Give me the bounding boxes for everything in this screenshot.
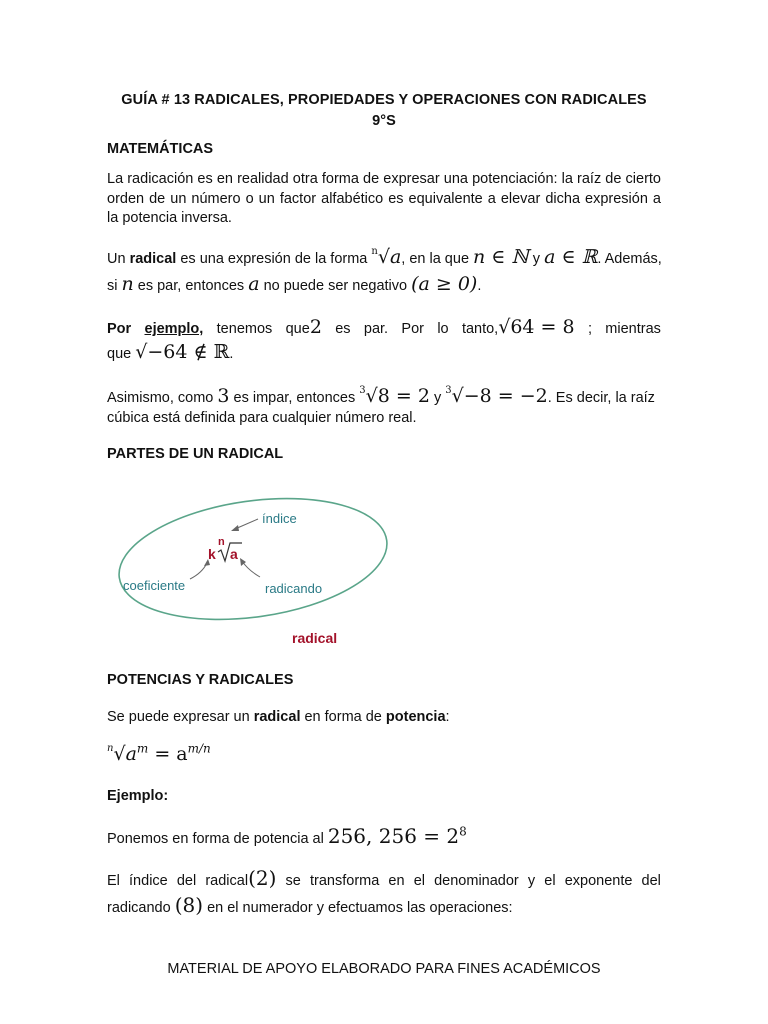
label-radicando: radicando — [265, 581, 323, 596]
page-footer: MATERIAL DE APOYO ELABORADO PARA FINES ACADÉMICOS — [167, 961, 601, 977]
label-n: n — [218, 536, 225, 548]
nth-root-a: $^n$√a — [371, 245, 402, 268]
a-in-reals: a ∈ ℝ — [544, 246, 598, 268]
radical-term: radical — [129, 251, 177, 267]
radical-parts-diagram — [110, 495, 400, 655]
document-title: GUÍA # 13 RADICALES, PROPIEDADES Y OPERACIONES CON RADICALES — [121, 92, 647, 108]
subject-heading: MATEMÁTICAS — [107, 141, 214, 157]
intro-paragraph: La radicación es en realidad otra forma de expresar una potenciación: la raíz de cierto orden de un número o un factor alfabético es equivalente a elevar dicha expresión a la potencia inversa. — [107, 171, 661, 226]
label-coeficiente: coeficiente — [123, 578, 186, 593]
sqrt-neg-64: √−64 ∉ ℝ — [135, 341, 230, 363]
arrow-radicando — [242, 561, 260, 577]
arrow-indice — [235, 519, 258, 529]
ponemos-line: Ponemos en forma de potencia al 256, $256 = 2^8$ — [107, 824, 467, 848]
cbrt-neg-8: $^3$√−8 = −2 — [445, 384, 548, 407]
definition-line-2: si n es par, entonces a no puede ser negativo (a ≥ 0). — [107, 273, 482, 295]
n-in-naturals: n ∈ ℕ — [473, 246, 529, 268]
cbrt-8: $^3$√8 = 2 — [359, 384, 430, 407]
document-subtitle: 9°S — [372, 113, 396, 129]
example2-line-2: cúbica está definida para cualquier número real. — [107, 410, 417, 426]
power-256: 256, $256 = 2^8$ — [327, 824, 467, 848]
final-line-1: El índice del radical(2) se transforma en el denominador y el exponente del — [107, 866, 661, 890]
example2-line-1: Asimismo, como 3 es impar, entonces $^3$√8 = 2 y $^3$√−8 = −2. Es decir, la raíz — [107, 384, 655, 407]
label-k: k — [208, 546, 216, 562]
definition-line-1: Un radical es una expresión de la forma $^n$√a, en la que n ∈ ℕ y a ∈ ℝ. Además, — [107, 245, 662, 268]
example1-line-2: que √−64 ∉ ℝ. — [107, 341, 234, 363]
label-radical: radical — [292, 630, 338, 646]
potencia-line: Se puede expresar un radical en forma de potencia: — [107, 709, 450, 725]
potencias-heading: POTENCIAS Y RADICALES — [107, 672, 294, 688]
final-line-2: radicando (8) en el numerador y efectuamos las operaciones: — [107, 893, 513, 917]
partes-heading: PARTES DE UN RADICAL — [107, 446, 284, 462]
label-a: a — [230, 546, 238, 562]
ejemplo-heading: Ejemplo: — [107, 788, 169, 804]
example1-line-1: Por ejemplo, tenemos que2 es par. Por lo tanto,√64 = 8 ; mientras — [107, 316, 661, 338]
label-indice: índice — [262, 511, 297, 526]
sqrt-64: √64 = 8 — [498, 316, 575, 338]
power-formula: $^n√a^m = a^{m/n}$ — [107, 742, 211, 766]
diagram-ellipse — [111, 495, 395, 635]
a-nonnegative: (a ≥ 0) — [411, 273, 478, 295]
